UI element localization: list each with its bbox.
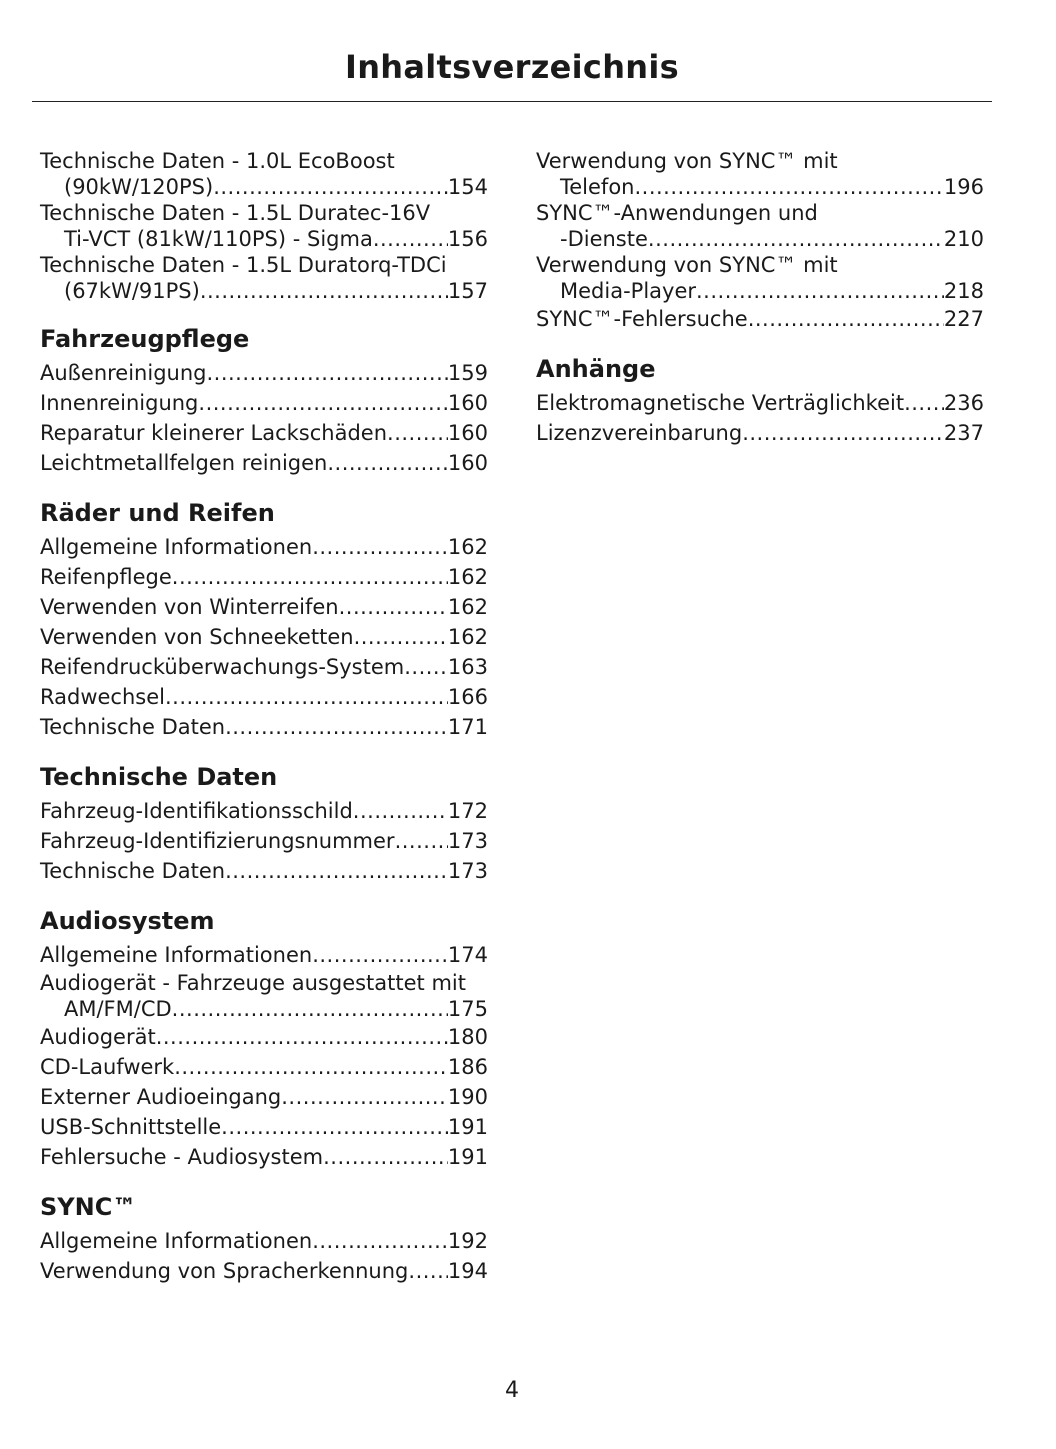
toc-entry[interactable] (40, 622, 488, 652)
toc-right-column (536, 148, 984, 468)
toc-entry-page: 173 (447, 859, 488, 883)
toc-entry[interactable] (40, 796, 488, 826)
toc-entry-label: Verwendung von Spracherkennung (40, 1259, 409, 1283)
toc-entry[interactable] (40, 970, 488, 1022)
toc-entry-page: 218 (943, 279, 984, 303)
toc-entry-label: Reifenpflege (40, 565, 172, 589)
toc-section-technische-daten (40, 762, 488, 886)
toc-entry-label: Technische Daten (40, 715, 226, 739)
dot-leader (395, 826, 448, 856)
toc-entry-page: 162 (447, 565, 488, 589)
toc-entry-label: Audiogerät - Fahrzeuge ausgestattet mit (40, 971, 466, 995)
toc-entry-label: Verwenden von Schneeketten (40, 625, 354, 649)
toc-entry-label: Technische Daten - 1.5L Duratorq-TDCi (40, 253, 447, 277)
dot-leader (327, 448, 448, 478)
toc-entry[interactable] (40, 826, 488, 856)
dot-leader (172, 996, 448, 1022)
toc-entry[interactable] (536, 304, 984, 334)
dot-leader (165, 682, 448, 712)
toc-entry-label: Verwendung von SYNC™ mit (536, 253, 838, 277)
dot-leader (387, 418, 448, 448)
toc-entry[interactable] (536, 418, 984, 448)
page-title: Inhaltsverzeichnis (345, 48, 679, 86)
toc-entry-page: 175 (447, 997, 488, 1021)
toc-entry-label-cont: Media-Player (560, 279, 696, 303)
toc-entry-label: Leichtmetallfelgen reinigen (40, 451, 328, 475)
toc-entry-page: 190 (447, 1085, 488, 1109)
dot-leader (225, 856, 448, 886)
toc-entry-label-cont: (90kW/120PS) (64, 175, 214, 199)
toc-entry-page: 171 (447, 715, 488, 739)
toc-entry-label: Fahrzeug-Identifizierungsnummer (40, 829, 395, 853)
toc-entry[interactable] (40, 562, 488, 592)
toc-entry[interactable] (40, 1256, 488, 1286)
section-heading: Fahrzeugpflege (40, 325, 250, 353)
toc-entry[interactable] (40, 1052, 488, 1082)
dot-leader (742, 418, 944, 448)
toc-entry-label: Fehlersuche - Audiosystem (40, 1145, 324, 1169)
toc-entry-label: Allgemeine Informationen (40, 1229, 313, 1253)
dot-leader (634, 174, 943, 200)
toc-section-sync (40, 1192, 488, 1286)
toc-entry-page: 157 (447, 279, 488, 303)
toc-entry-label: Radwechsel (40, 685, 165, 709)
toc-entry-label: USB-Schnittstelle (40, 1115, 222, 1139)
toc-intro-group (536, 148, 984, 334)
toc-entry[interactable] (40, 252, 488, 304)
toc-entry[interactable] (40, 652, 488, 682)
section-heading: Technische Daten (40, 763, 278, 791)
toc-entry[interactable] (40, 682, 488, 712)
toc-entry-page: 186 (447, 1055, 488, 1079)
toc-entry-label: Allgemeine Informationen (40, 535, 313, 559)
dot-leader (696, 278, 944, 304)
dot-leader (648, 226, 944, 252)
toc-entry[interactable] (40, 448, 488, 478)
toc-entry-page: 191 (447, 1145, 488, 1169)
toc-left-column (40, 148, 488, 1306)
toc-entry[interactable] (40, 1142, 488, 1172)
dot-leader (200, 278, 448, 304)
toc-entry-label: Elektromagnetische Verträglichkeit (536, 391, 905, 415)
toc-entry-page: 196 (943, 175, 984, 199)
toc-entry-page: 163 (447, 655, 488, 679)
toc-entry-label: Verwendung von SYNC™ mit (536, 149, 838, 173)
toc-entry-label-cont: AM/FM/CD (64, 997, 172, 1021)
section-heading: SYNC™ (40, 1193, 137, 1221)
toc-entry-page: 180 (447, 1025, 488, 1049)
toc-entry-label-cont: -Dienste (560, 227, 648, 251)
toc-entry-page: 174 (447, 943, 488, 967)
toc-entry-label: Fahrzeug-Identifikationsschild (40, 799, 353, 823)
toc-entry-label: Reifendrucküberwachungs-System (40, 655, 405, 679)
toc-entry-page: 162 (447, 595, 488, 619)
toc-entry[interactable] (40, 200, 488, 252)
dot-leader (323, 1142, 448, 1172)
toc-entry-label: Technische Daten - 1.5L Duratec-16V (40, 201, 431, 225)
toc-entry[interactable] (40, 712, 488, 742)
toc-entry-label: Innenreinigung (40, 391, 199, 415)
dot-leader (339, 592, 448, 622)
toc-entry[interactable] (40, 592, 488, 622)
section-heading: Anhänge (536, 355, 656, 383)
dot-leader (174, 1052, 448, 1082)
toc-section-anhaenge (536, 354, 984, 448)
dot-leader (354, 622, 448, 652)
toc-entry[interactable] (40, 1022, 488, 1052)
toc-entry[interactable] (536, 148, 984, 200)
dot-leader (904, 388, 944, 418)
toc-entry-label: SYNC™-Fehlersuche (536, 307, 748, 331)
dot-leader (312, 940, 448, 970)
toc-entry-page: 173 (447, 829, 488, 853)
toc-entry-label: Reparatur kleinerer Lackschäden (40, 421, 388, 445)
toc-entry-page: 210 (943, 227, 984, 251)
toc-entry[interactable] (40, 1226, 488, 1256)
section-heading: Räder und Reifen (40, 499, 275, 527)
dot-leader (213, 174, 448, 200)
toc-entry-page: 227 (943, 307, 984, 331)
toc-entry-page: 194 (447, 1259, 488, 1283)
toc-entry-page: 159 (447, 361, 488, 385)
toc-entry-label: Technische Daten - 1.0L EcoBoost (40, 149, 395, 173)
toc-entry-page: 156 (447, 227, 488, 251)
toc-entry[interactable] (40, 418, 488, 448)
toc-entry-label-cont: Ti-VCT (81kW/110PS) - Sigma (64, 227, 373, 251)
toc-entry-label-cont: (67kW/91PS) (64, 279, 200, 303)
toc-entry-label: Lizenzvereinbarung (536, 421, 743, 445)
dot-leader (404, 652, 448, 682)
toc-entry-page: 166 (447, 685, 488, 709)
toc-section-raeder-und-reifen (40, 498, 488, 742)
toc-entry-label-cont: Telefon (560, 175, 635, 199)
toc-entry-page: 154 (447, 175, 488, 199)
toc-entry[interactable] (40, 358, 488, 388)
toc-entry-page: 237 (943, 421, 984, 445)
toc-entry-page: 172 (447, 799, 488, 823)
toc-entry[interactable] (40, 856, 488, 886)
dot-leader (221, 1112, 448, 1142)
toc-entry[interactable] (40, 388, 488, 418)
dot-leader (748, 304, 944, 334)
toc-entry-page: 162 (447, 625, 488, 649)
dot-leader (206, 358, 447, 388)
page-number: 4 (505, 1378, 519, 1403)
dot-leader (198, 388, 448, 418)
toc-entry[interactable] (40, 148, 488, 200)
toc-entry-page: 236 (943, 391, 984, 415)
toc-entry-label: Allgemeine Informationen (40, 943, 313, 967)
toc-entry-page: 191 (447, 1115, 488, 1139)
toc-entry[interactable] (536, 252, 984, 304)
dot-leader (225, 712, 448, 742)
dot-leader (172, 562, 448, 592)
toc-entry[interactable] (40, 1112, 488, 1142)
toc-entry-label: Audiogerät (40, 1025, 156, 1049)
dot-leader (373, 226, 448, 252)
toc-section-fahrzeugpflege (40, 324, 488, 478)
toc-intro-group (40, 148, 488, 304)
toc-entry-label: Externer Audioeingang (40, 1085, 282, 1109)
dot-leader (156, 1022, 448, 1052)
toc-entry[interactable] (536, 388, 984, 418)
toc-entry-page: 160 (447, 391, 488, 415)
section-heading: Audiosystem (40, 907, 215, 935)
toc-entry[interactable] (536, 200, 984, 252)
toc-entry-label: Außenreinigung (40, 361, 207, 385)
toc-entry[interactable] (40, 940, 488, 970)
toc-entry-label: Technische Daten (40, 859, 226, 883)
toc-entry-label: Verwenden von Winterreifen (40, 595, 339, 619)
toc-entry[interactable] (40, 532, 488, 562)
toc-entry-page: 160 (447, 421, 488, 445)
toc-entry-page: 192 (447, 1229, 488, 1253)
toc-entry[interactable] (40, 1082, 488, 1112)
dot-leader (353, 796, 448, 826)
toc-entry-page: 160 (447, 451, 488, 475)
toc-entry-label: SYNC™-Anwendungen und (536, 201, 818, 225)
dot-leader (312, 532, 448, 562)
dot-leader (281, 1082, 448, 1112)
toc-entry-page: 162 (447, 535, 488, 559)
toc-entry-label: CD-Laufwerk (40, 1055, 175, 1079)
toc-section-audiosystem (40, 906, 488, 1172)
dot-leader (312, 1226, 448, 1256)
title-divider (32, 101, 992, 102)
dot-leader (408, 1256, 448, 1286)
